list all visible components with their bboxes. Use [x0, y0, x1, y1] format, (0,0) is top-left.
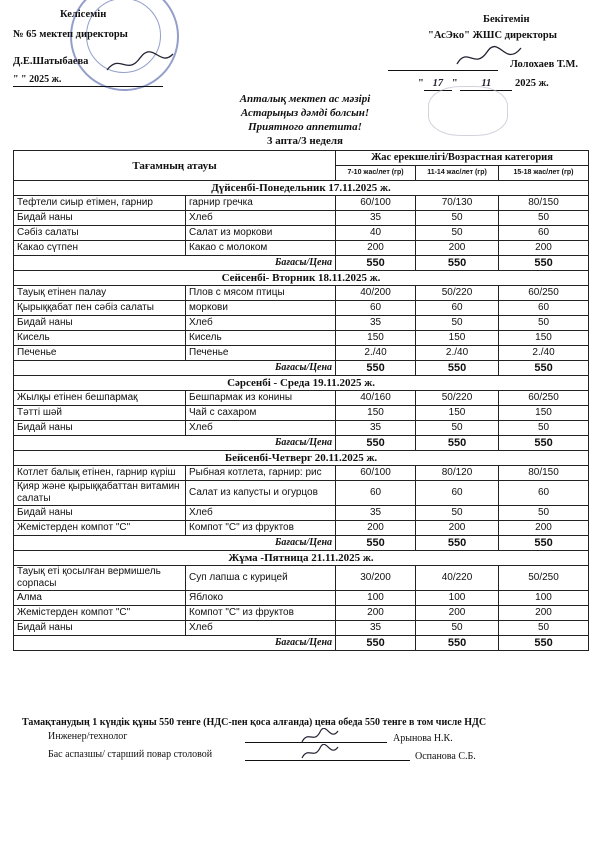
price-label: Бағасы/Цена [14, 636, 336, 651]
price-11-14: 550 [416, 436, 499, 451]
portion-15-18: 80/150 [499, 466, 589, 481]
table-row [14, 406, 589, 421]
dish-name-kz: Тефтели сиыр етімен, гарнир [14, 196, 186, 211]
portion-15-18: 80/150 [499, 196, 589, 211]
price-label: Бағасы/Цена [14, 256, 336, 271]
price-7-10: 550 [336, 536, 416, 551]
portion-7-10: 200 [336, 521, 416, 536]
dish-name-ru: Яблоко [186, 591, 336, 606]
price-11-14: 550 [416, 636, 499, 651]
approve-left-date: " " 2025 ж. [13, 74, 163, 87]
title-line-3: Приятного аппетита! [248, 121, 362, 133]
column-header-category: Жас ерекшелігі/Возрастная категория [336, 151, 589, 166]
portion-15-18: 60/250 [499, 286, 589, 301]
portion-7-10: 60/100 [336, 196, 416, 211]
approve-right-name: Лолохаев Т.М. [510, 59, 578, 70]
price-label: Бағасы/Цена [14, 536, 336, 551]
portion-15-18: 60/250 [499, 391, 589, 406]
approve-right-date: " 17 " 11 2025 ж. [418, 78, 549, 89]
dish-name-ru: Салат из капусты и огурцов [186, 481, 336, 506]
portion-11-14: 80/120 [416, 466, 499, 481]
table-row [14, 331, 589, 346]
price-7-10: 550 [336, 256, 416, 271]
table-row [14, 226, 589, 241]
dish-name-ru: моркови [186, 301, 336, 316]
signature-cook [300, 744, 340, 762]
dish-name-kz: Бидай наны [14, 421, 186, 436]
portion-7-10: 150 [336, 331, 416, 346]
portion-15-18: 150 [499, 331, 589, 346]
day-title: Сәрсенбі - Среда 19.11.2025 ж. [14, 376, 589, 391]
portion-7-10: 30/200 [336, 566, 416, 591]
portion-7-10: 35 [336, 506, 416, 521]
price-label: Бағасы/Цена [14, 436, 336, 451]
portion-11-14: 200 [416, 606, 499, 621]
portion-15-18: 200 [499, 241, 589, 256]
portion-15-18: 2./40 [499, 346, 589, 361]
day-title: Бейсенбі-Четверг 20.11.2025 ж. [14, 451, 589, 466]
dish-name-ru: Хлеб [186, 506, 336, 521]
portion-15-18: 150 [499, 406, 589, 421]
portion-7-10: 60 [336, 301, 416, 316]
dish-name-kz: Тауық еті қосылған вермишель сорпасы [14, 566, 186, 591]
price-11-14: 550 [416, 361, 499, 376]
price-row [14, 536, 589, 551]
title-line-2: Астарыңыз дәмді болсын! [240, 107, 370, 119]
dish-name-ru: Печенье [186, 346, 336, 361]
approve-left-name: Д.Е.Шатыбаева [13, 56, 89, 67]
dish-name-kz: Какао сүтпен [14, 241, 186, 256]
price-15-18: 550 [499, 361, 589, 376]
portion-15-18: 50 [499, 211, 589, 226]
dish-name-ru: Чай с сахаром [186, 406, 336, 421]
table-row [14, 606, 589, 621]
portion-7-10: 35 [336, 421, 416, 436]
age-group-3: 15-18 жас/лет (гр) [499, 166, 589, 181]
table-row [14, 481, 589, 506]
dish-name-ru: Хлеб [186, 621, 336, 636]
portion-7-10: 60/100 [336, 466, 416, 481]
dish-name-ru: Компот "С" из фруктов [186, 606, 336, 621]
portion-7-10: 40/200 [336, 286, 416, 301]
title-block [150, 92, 460, 148]
portion-11-14: 50 [416, 621, 499, 636]
price-row [14, 436, 589, 451]
table-row [14, 316, 589, 331]
portion-15-18: 50 [499, 421, 589, 436]
dish-name-ru: Хлеб [186, 316, 336, 331]
dish-name-kz: Бидай наны [14, 316, 186, 331]
dish-name-ru: Хлеб [186, 421, 336, 436]
approve-right-title: Бекітемін [483, 14, 530, 25]
day-title: Жұма -Пятница 21.11.2025 ж. [14, 551, 589, 566]
portion-11-14: 50/220 [416, 286, 499, 301]
menu-table [13, 150, 589, 651]
portion-7-10: 2./40 [336, 346, 416, 361]
approve-right-position: "АсЭко" ЖШС директоры [428, 30, 557, 41]
portion-7-10: 60 [336, 481, 416, 506]
table-row [14, 241, 589, 256]
signature-left [105, 48, 175, 78]
table-row [14, 301, 589, 316]
portion-11-14: 50 [416, 506, 499, 521]
portion-11-14: 50 [416, 316, 499, 331]
table-row [14, 346, 589, 361]
title-line-4: 3 апта/3 неделя [267, 135, 343, 147]
price-row [14, 636, 589, 651]
approve-left-position: № 65 мектеп директоры [13, 29, 128, 40]
portion-11-14: 200 [416, 521, 499, 536]
table-row [14, 466, 589, 481]
price-15-18: 550 [499, 256, 589, 271]
dish-name-kz: Бидай наны [14, 506, 186, 521]
day-header-row [14, 451, 589, 466]
portion-7-10: 200 [336, 241, 416, 256]
price-7-10: 550 [336, 636, 416, 651]
portion-7-10: 35 [336, 211, 416, 226]
portion-11-14: 60 [416, 481, 499, 506]
price-row [14, 256, 589, 271]
role-cook: Бас аспазшы/ старший повар столовой [48, 749, 213, 760]
portion-11-14: 50 [416, 421, 499, 436]
dish-name-ru: Рыбная котлета, гарнир: рис [186, 466, 336, 481]
portion-15-18: 60 [499, 481, 589, 506]
price-row [14, 361, 589, 376]
table-row [14, 196, 589, 211]
portion-11-14: 50 [416, 211, 499, 226]
name-cook: Оспанова С.Б. [415, 751, 476, 762]
dish-name-ru: Компот "С" из фруктов [186, 521, 336, 536]
portion-15-18: 50 [499, 621, 589, 636]
price-15-18: 550 [499, 536, 589, 551]
table-row [14, 391, 589, 406]
portion-7-10: 40 [336, 226, 416, 241]
portion-15-18: 200 [499, 606, 589, 621]
title-line-1: Апталық мектеп ас мәзірі [239, 93, 371, 105]
dish-name-kz: Жылқы етінен бешпармақ [14, 391, 186, 406]
portion-15-18: 200 [499, 521, 589, 536]
age-group-2: 11-14 жас/лет (гр) [416, 166, 499, 181]
table-row [14, 566, 589, 591]
price-15-18: 550 [499, 636, 589, 651]
portion-15-18: 60 [499, 226, 589, 241]
dish-name-ru: Какао с молоком [186, 241, 336, 256]
dish-name-ru: Суп лапша с курицей [186, 566, 336, 591]
portion-15-18: 100 [499, 591, 589, 606]
portion-15-18: 50 [499, 316, 589, 331]
portion-15-18: 50/250 [499, 566, 589, 591]
day-header-row [14, 271, 589, 286]
dish-name-kz: Қырыққабат пен сәбіз салаты [14, 301, 186, 316]
table-row [14, 286, 589, 301]
table-row [14, 506, 589, 521]
dish-name-ru: Салат из моркови [186, 226, 336, 241]
dish-name-kz: Жемістерден компот "С" [14, 606, 186, 621]
dish-name-kz: Кисель [14, 331, 186, 346]
dish-name-kz: Бидай наны [14, 621, 186, 636]
price-11-14: 550 [416, 256, 499, 271]
dish-name-kz: Қияр және қырыққабаттан витамин салаты [14, 481, 186, 506]
portion-11-14: 50 [416, 226, 499, 241]
portion-11-14: 100 [416, 591, 499, 606]
price-7-10: 550 [336, 436, 416, 451]
portion-11-14: 50/220 [416, 391, 499, 406]
day-title: Дүйсенбі-Понедельник 17.11.2025 ж. [14, 181, 589, 196]
price-label: Бағасы/Цена [14, 361, 336, 376]
day-header-row [14, 376, 589, 391]
dish-name-kz: Бидай наны [14, 211, 186, 226]
portion-7-10: 40/160 [336, 391, 416, 406]
portion-11-14: 2./40 [416, 346, 499, 361]
portion-11-14: 200 [416, 241, 499, 256]
age-group-1: 7-10 жас/лет (гр) [336, 166, 416, 181]
price-15-18: 550 [499, 436, 589, 451]
day-title: Сейсенбі- Вторник 18.11.2025 ж. [14, 271, 589, 286]
dish-name-kz: Сәбіз салаты [14, 226, 186, 241]
portion-7-10: 100 [336, 591, 416, 606]
portion-11-14: 150 [416, 406, 499, 421]
table-row [14, 591, 589, 606]
portion-7-10: 150 [336, 406, 416, 421]
dish-name-ru: Бешпармак из конины [186, 391, 336, 406]
dish-name-kz: Тауық етінен палау [14, 286, 186, 301]
column-header-name: Тағамның атауы [14, 151, 336, 181]
footer-note: Тамақтанудың 1 күндік құны 550 тенге (НДС-пен қоса алғанда) цена обеда 550 тенге в том числе НДС [22, 717, 487, 728]
table-row [14, 211, 589, 226]
dish-name-kz: Печенье [14, 346, 186, 361]
table-row [14, 621, 589, 636]
day-header-row [14, 551, 589, 566]
dish-name-ru: Плов с мясом птицы [186, 286, 336, 301]
dish-name-kz: Тәтті шәй [14, 406, 186, 421]
portion-7-10: 35 [336, 621, 416, 636]
dish-name-kz: Алма [14, 591, 186, 606]
table-row [14, 521, 589, 536]
portion-7-10: 35 [336, 316, 416, 331]
portion-11-14: 70/130 [416, 196, 499, 211]
role-engineer: Инженер/технолог [48, 731, 128, 742]
portion-11-14: 60 [416, 301, 499, 316]
name-engineer: Арынова Н.К. [393, 733, 453, 744]
day-header-row [14, 181, 589, 196]
dish-name-ru: Кисель [186, 331, 336, 346]
portion-7-10: 200 [336, 606, 416, 621]
portion-15-18: 60 [499, 301, 589, 316]
portion-15-18: 50 [499, 506, 589, 521]
dish-name-ru: Хлеб [186, 211, 336, 226]
price-11-14: 550 [416, 536, 499, 551]
approve-left-title: Келісемін [60, 9, 107, 20]
table-header-row [14, 151, 589, 166]
dish-name-kz: Жемістерден компот "С" [14, 521, 186, 536]
price-7-10: 550 [336, 361, 416, 376]
dish-name-ru: гарнир гречка [186, 196, 336, 211]
dish-name-kz: Котлет балық етінен, гарнир күріш [14, 466, 186, 481]
portion-11-14: 150 [416, 331, 499, 346]
table-row [14, 421, 589, 436]
portion-11-14: 40/220 [416, 566, 499, 591]
signature-right [455, 44, 525, 72]
